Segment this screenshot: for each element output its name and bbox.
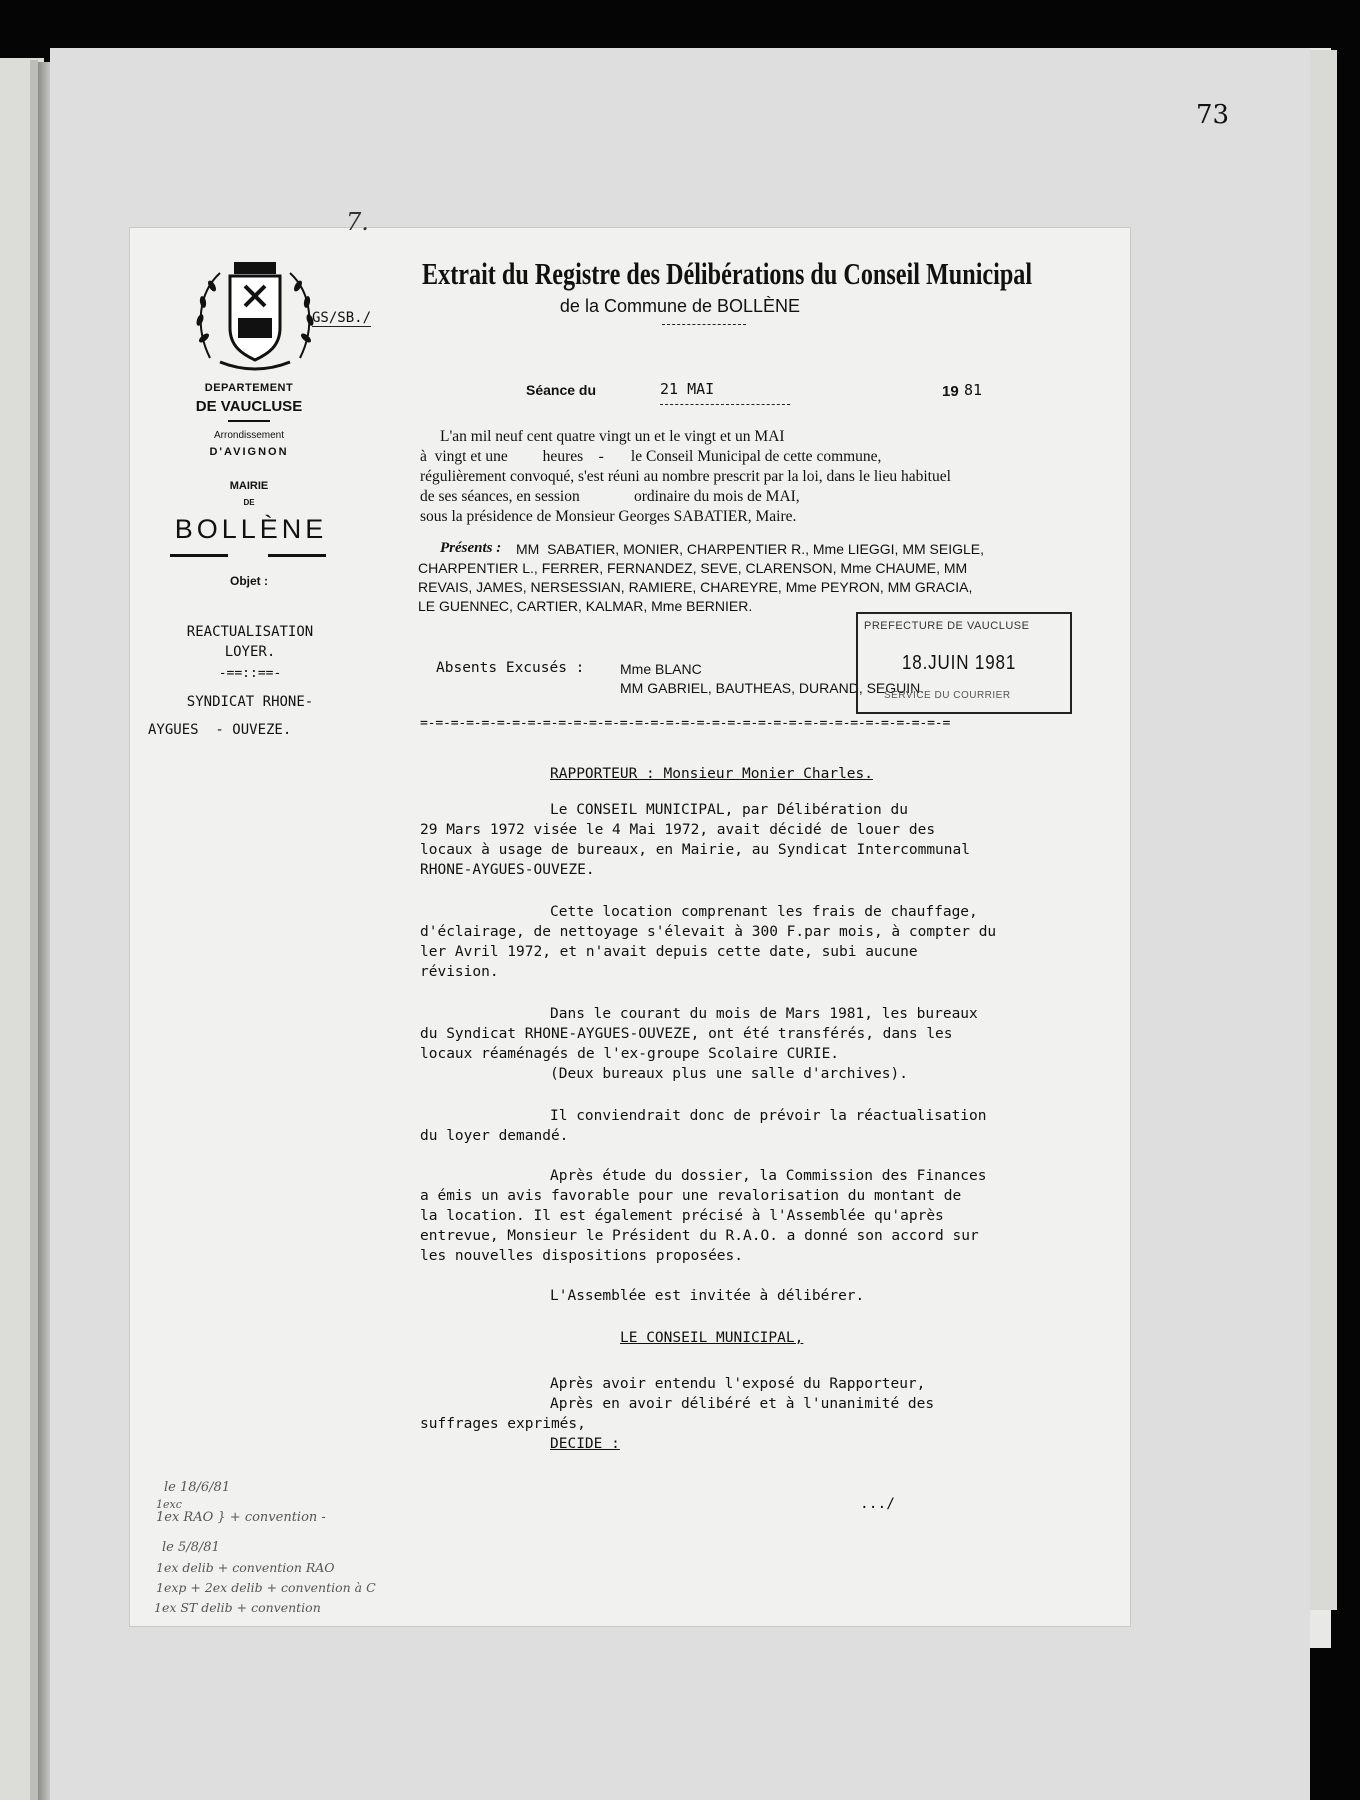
divider: [662, 324, 746, 325]
body-line: la location. Il est également précisé à l'Assemblée qu'après: [420, 1208, 944, 1224]
presents-line: LE GUENNEC, CARTIER, KALMAR, Mme BERNIER.: [418, 598, 753, 614]
preamble-line: sous la présidence de Monsieur Georges SABATIER, Maire.: [420, 508, 797, 525]
body-line: entrevue, Monsieur le Président du R.A.O. a donné son accord sur: [420, 1228, 979, 1244]
page-number: 73: [1196, 100, 1230, 130]
divider: [660, 404, 790, 405]
rapporteur: RAPPORTEUR : Monsieur Monier Charles.: [550, 766, 874, 782]
absents-label: Absents Excusés :: [436, 660, 585, 676]
seance-label: Séance du: [526, 382, 597, 398]
continuation-mark: .../: [860, 1496, 895, 1512]
council-heading: LE CONSEIL MUNICIPAL,: [620, 1330, 804, 1346]
objet-line: REACTUALISATION: [186, 624, 314, 640]
objet-line: SYNDICAT RHONE-: [186, 694, 314, 710]
divider: [170, 554, 228, 557]
departement-label: DEPARTEMENT: [204, 382, 294, 394]
stamp-footer: SERVICE DU COURRIER: [884, 690, 1011, 701]
objet-line: LOYER.: [224, 644, 276, 660]
objet-separator: -==::==-: [218, 666, 282, 681]
top-mark: 7.: [346, 208, 369, 236]
body-line: Cette location comprenant les frais de chauffage,: [550, 904, 978, 920]
divider: [228, 420, 270, 422]
absents-line: MM GABRIEL, BAUTHEAS, DURAND, SEGUIN.: [620, 680, 925, 696]
body-line: d'éclairage, de nettoyage s'élevait à 300 F.par mois, à compter du: [420, 924, 997, 940]
objet-label: Objet :: [230, 574, 268, 588]
preamble-line: à vingt et une heures - le Conseil Municipal de cette commune,: [420, 448, 882, 465]
commune-name: BOLLÈNE: [174, 514, 328, 544]
body-line: 29 Mars 1972 visée le 4 Mai 1972, avait décidé de louer des: [420, 822, 936, 838]
seance-date: 21 MAI: [660, 380, 715, 398]
decide-heading: DECIDE :: [550, 1436, 620, 1452]
presents-line: MM SABATIER, MONIER, CHARPENTIER R., Mme LIEGGI, MM SEIGLE,: [516, 541, 985, 557]
section-separator: =-=-=-=-=-=-=-=-=-=-=-=-=-=-=-=-=-=-=-=-=-=-=-=-=-=-=-=-=-=-=-=-=-=-=: [420, 716, 951, 731]
body-line: locaux réaménagés de l'ex-groupe Scolaire CURIE.: [420, 1046, 840, 1062]
mairie-de: DE: [243, 498, 255, 507]
preamble-line: régulièrement convoqué, s'est réuni au nombre prescrit par la loi, dans le lieu habituel: [420, 468, 951, 485]
handwritten-note: 1ex delib + convention RAO: [156, 1560, 335, 1575]
body-line: les nouvelles dispositions proposées.: [420, 1248, 744, 1264]
prefecture-stamp: [856, 612, 1072, 714]
body-line: révision.: [420, 964, 499, 980]
arrondissement-label: Arrondissement: [213, 430, 285, 441]
seance-year-prefix: 19: [942, 383, 959, 400]
body-line: (Deux bureaux plus une salle d'archives).: [550, 1066, 908, 1082]
stamp-header: PREFECTURE DE VAUCLUSE: [864, 620, 1030, 632]
objet-line: AYGUES - OUVEZE.: [148, 722, 292, 738]
handwritten-note: 1ex RAO } + convention -: [156, 1510, 326, 1525]
document-subtitle: de la Commune de BOLLÈNE: [559, 296, 801, 316]
handwritten-note: 1exp + 2ex delib + convention à C: [156, 1580, 376, 1595]
departement-name: DE VAUCLUSE: [195, 398, 303, 415]
bollene-coat-of-arms-icon: [190, 258, 320, 373]
body-line: L'Assemblée est invitée à délibérer.: [550, 1288, 865, 1304]
body-line: Après avoir entendu l'exposé du Rapporteur,: [550, 1376, 926, 1392]
body-line: Après étude du dossier, la Commission des Finances: [550, 1168, 987, 1184]
seance-year-suffix: 81: [964, 381, 983, 399]
mairie-label: MAIRIE: [229, 480, 269, 492]
deliberation-sheet: [130, 208, 1130, 1626]
reference-code: GS/SB./: [312, 310, 372, 326]
handwritten-note: 1exc: [156, 1498, 182, 1511]
presents-line: REVAIS, JAMES, NERSESSIAN, RAMIERE, CHAREYRE, Mme PEYRON, MM GRACIA,: [418, 579, 973, 595]
body-line: a émis un avis favorable pour une revalorisation du montant de: [420, 1188, 962, 1204]
preamble-line: de ses séances, en session ordinaire du mois de MAI,: [420, 488, 800, 505]
body-line: du loyer demandé.: [420, 1128, 569, 1144]
handwritten-note: le 18/6/81: [164, 1480, 231, 1495]
body-line: Dans le courant du mois de Mars 1981, les bureaux: [550, 1006, 978, 1022]
left-page-edge: [30, 60, 38, 1800]
preamble-line: L'an mil neuf cent quatre vingt un et le vingt et un MAI: [440, 428, 785, 445]
stamp-date: 18.JUIN 1981: [902, 652, 1017, 674]
body-line: suffrages exprimés,: [420, 1416, 586, 1432]
handwritten-note: le 5/8/81: [162, 1540, 220, 1555]
body-line: Il conviendrait donc de prévoir la réactualisation: [550, 1108, 987, 1124]
divider: [268, 554, 326, 557]
body-line: RHONE-AYGUES-OUVEZE.: [420, 862, 595, 878]
document-title: Extrait du Registre des Délibérations du Conseil Municipal: [422, 256, 1033, 291]
body-line: locaux à usage de bureaux, en Mairie, au Syndicat Intercommunal: [420, 842, 970, 858]
absents-line: Mme BLANC: [620, 661, 702, 677]
body-line: ler Avril 1972, et n'avait depuis cette date, subi aucune: [420, 944, 918, 960]
presents-label: Présents :: [440, 540, 502, 556]
body-line: Après en avoir délibéré et à l'unanimité des: [550, 1396, 935, 1412]
handwritten-note: 1ex ST delib + convention: [154, 1600, 321, 1615]
presents-line: CHARPENTIER L., FERRER, FERNANDEZ, SEVE, CLARENSON, Mme CHAUME, MM: [418, 560, 968, 576]
body-line: Le CONSEIL MUNICIPAL, par Délibération du: [550, 802, 908, 818]
body-line: du Syndicat RHONE-AYGUES-OUVEZE, ont été transférés, dans les: [420, 1026, 953, 1042]
arrondissement-name: D'AVIGNON: [209, 446, 289, 458]
